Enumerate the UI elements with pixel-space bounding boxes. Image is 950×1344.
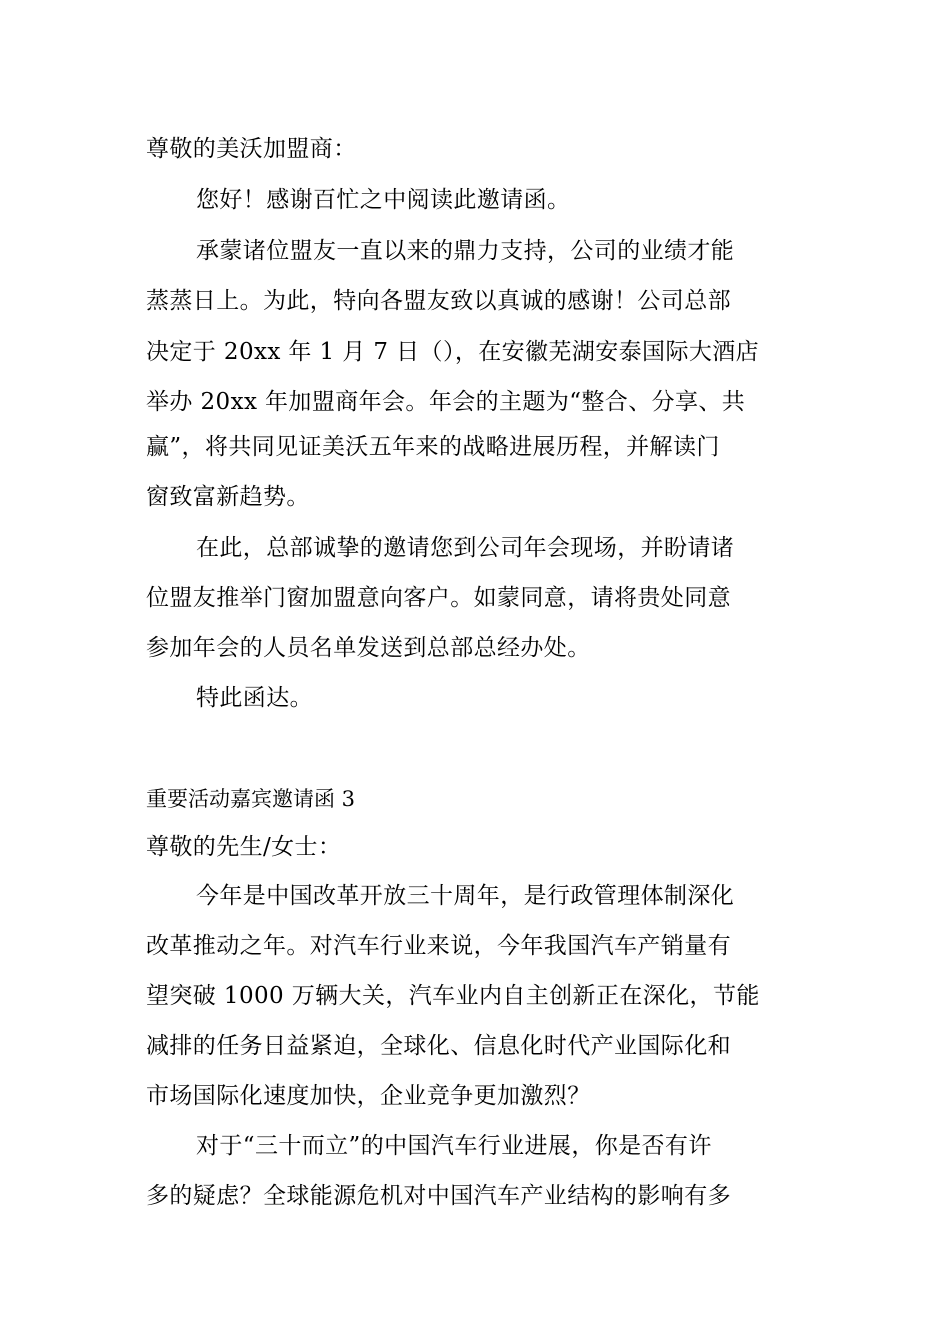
salutation: 尊敬的美沃加盟商：: [146, 136, 357, 162]
paragraph-line: 望突破 1000 万辆大关，汽车业内自主创新正在深化，节能: [146, 983, 760, 1009]
paragraph-line: 决定于 20xx 年 1 月 7 日（），在安徽芜湖安泰国际大酒店: [146, 339, 760, 365]
paragraph-line: 改革推动之年。对汽车行业来说，今年我国汽车产销量有: [146, 933, 731, 959]
paragraph-line: 赢”，将共同见证美沃五年来的战略进展历程，并解读门: [146, 434, 720, 460]
section-title: 重要活动嘉宾邀请函 3: [146, 787, 356, 811]
salutation: 尊敬的先生/女士：: [146, 834, 342, 860]
paragraph-line: 市场国际化速度加快，企业竞争更加激烈？: [146, 1083, 591, 1109]
paragraph-line: 举办 20xx 年加盟商年会。年会的主题为“整合、分享、共: [146, 389, 746, 415]
paragraph-line: 您好！感谢百忙之中阅读此邀请函。: [196, 187, 571, 213]
paragraph-line: 在此，总部诚挚的邀请您到公司年会现场，并盼请诸: [196, 535, 735, 561]
paragraph-line: 蒸蒸日上。为此，特向各盟友致以真诚的感谢！公司总部: [146, 288, 731, 314]
paragraph-line: 减排的任务日益紧迫，全球化、信息化时代产业国际化和: [146, 1033, 731, 1059]
paragraph-line: 位盟友推举门窗加盟意向客户。如蒙同意，请将贵处同意: [146, 585, 731, 611]
paragraph-line: 参加年会的人员名单发送到总部总经办处。: [146, 635, 591, 661]
paragraph-line: 特此函达。: [196, 685, 313, 711]
paragraph-line: 多的疑虑？全球能源危机对中国汽车产业结构的影响有多: [146, 1183, 731, 1209]
paragraph-line: 今年是中国改革开放三十周年，是行政管理体制深化: [196, 883, 735, 909]
paragraph-line: 窗致富新趋势。: [146, 484, 310, 510]
paragraph-line: 承蒙诸位盟友一直以来的鼎力支持，公司的业绩才能: [196, 238, 735, 264]
paragraph-line: 对于“三十而立”的中国汽车行业进展，你是否有许: [196, 1133, 712, 1159]
